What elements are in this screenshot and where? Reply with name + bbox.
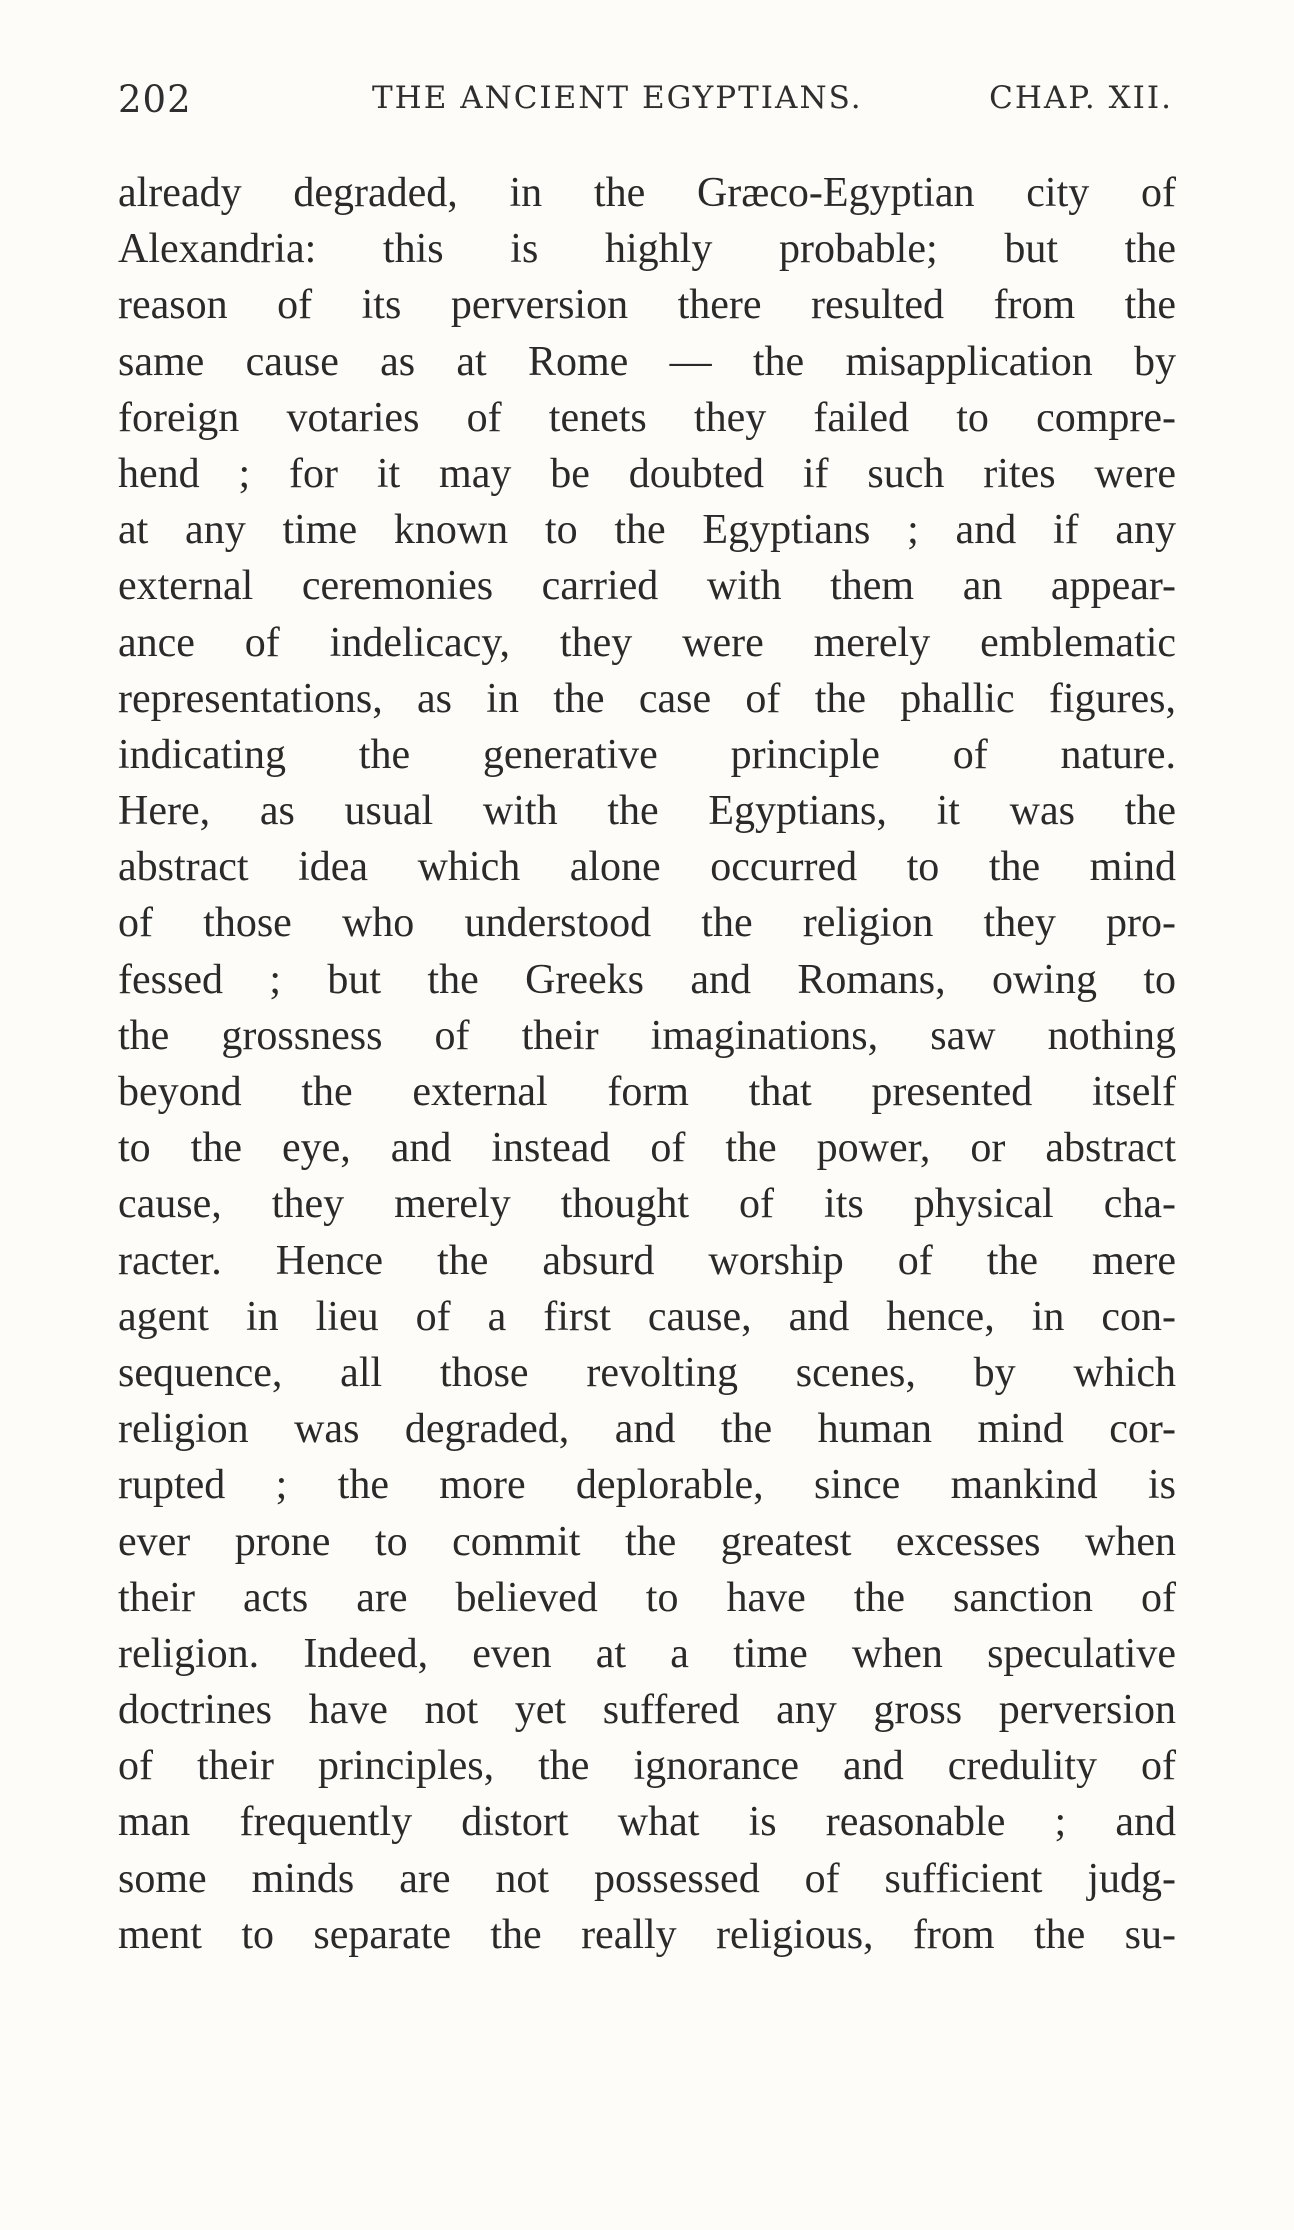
running-title: THE ANCIENT EGYPTIANS.	[372, 80, 863, 116]
text-line: of their principles, the ignorance and credulity of	[118, 1743, 1176, 1790]
text-line: the grossness of their imaginations, saw nothing	[118, 1012, 1176, 1059]
body-paragraph	[118, 165, 1176, 1963]
text-line: same cause as at Rome — the misapplication by	[118, 338, 1176, 385]
text-line: fessed ; but the Greeks and Romans, owing to	[118, 956, 1176, 1003]
running-head	[118, 78, 1173, 134]
text-line: already degraded, in the Græco-Egyptian city of	[118, 170, 1176, 216]
chapter-label: CHAP. XII.	[989, 80, 1173, 116]
text-line: some minds are not possessed of sufficient judg-	[118, 1855, 1176, 1902]
text-line: Alexandria: this is highly probable; but the	[118, 226, 1176, 273]
text-line: agent in lieu of a first cause, and hence, in con-	[118, 1293, 1176, 1340]
text-line: their acts are believed to have the sanction of	[118, 1574, 1176, 1621]
text-line: religion was degraded, and the human mind cor-	[118, 1406, 1176, 1453]
text-line: racter. Hence the absurd worship of the mere	[118, 1237, 1176, 1284]
text-line: rupted ; the more deplorable, since mankind is	[118, 1462, 1176, 1509]
text-line: foreign votaries of tenets they failed to compre-	[118, 394, 1176, 441]
text-line: doctrines have not yet suffered any gross perversion	[118, 1687, 1176, 1734]
text-line: ever prone to commit the greatest excesses when	[118, 1518, 1176, 1565]
text-line: hend ; for it may be doubted if such rites were	[118, 450, 1176, 497]
text-line: sequence, all those revolting scenes, by which	[118, 1349, 1176, 1396]
text-line: of those who understood the religion they pro-	[118, 900, 1176, 947]
text-line: beyond the external form that presented itself	[118, 1069, 1176, 1115]
text-line: ment to separate the really religious, from the su-	[118, 1911, 1176, 1958]
text-line: external ceremonies carried with them an appear-	[118, 563, 1176, 610]
text-line: abstract idea which alone occurred to the mind	[118, 844, 1176, 891]
text-line: cause, they merely thought of its physical cha-	[118, 1181, 1176, 1228]
text-line: at any time known to the Egyptians ; and if any	[118, 507, 1176, 554]
text-line: Here, as usual with the Egyptians, it was the	[118, 788, 1176, 835]
text-line: representations, as in the case of the phallic figures,	[118, 675, 1176, 722]
text-line: religion. Indeed, even at a time when speculative	[118, 1630, 1176, 1677]
page-number: 202	[118, 78, 192, 121]
text-line: ance of indelicacy, they were merely emblematic	[118, 619, 1176, 666]
text-line: reason of its perversion there resulted from the	[118, 282, 1176, 329]
text-line: indicating the generative principle of nature.	[118, 731, 1176, 778]
text-line: to the eye, and instead of the power, or abstract	[118, 1125, 1176, 1172]
text-line: man frequently distort what is reasonable ; and	[118, 1799, 1176, 1846]
